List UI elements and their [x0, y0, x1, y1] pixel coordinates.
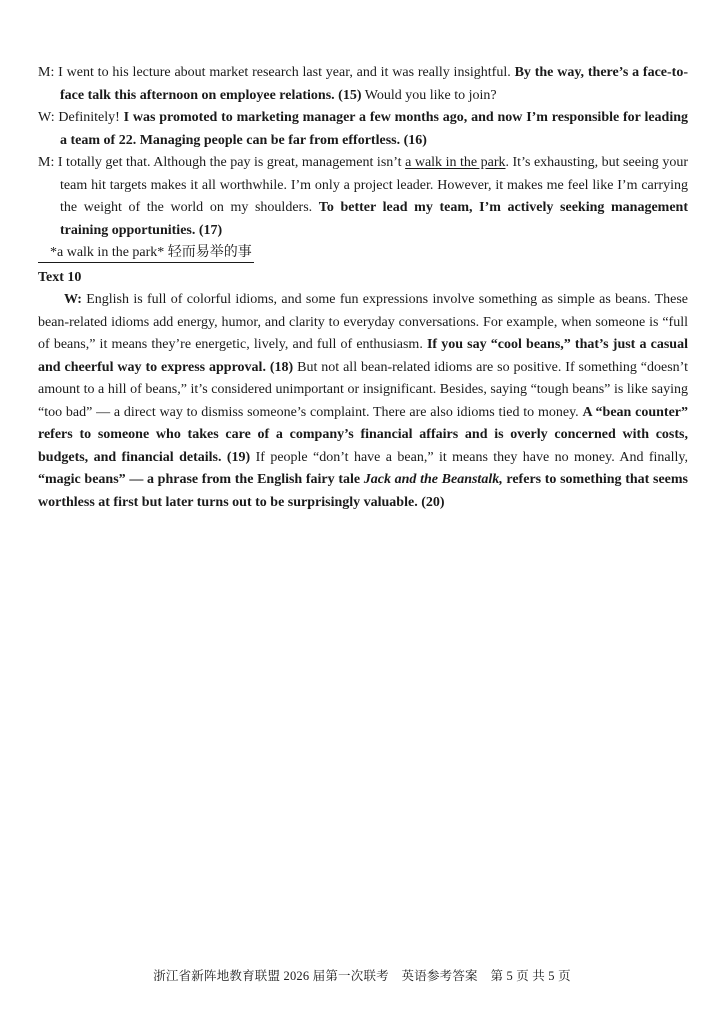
answer-highlight-16: I was promoted to marketing manager a few months ago, and now I’m responsible for leading a team of 22. Managing people can be far from effortless. (16) [60, 110, 689, 148]
dialogue-text: I went to his lecture about market research last year, and it was really insightful. [54, 65, 515, 80]
underlined-idiom: a walk in the park [405, 155, 506, 170]
monologue-text: If people “don’t have a bean,” it means they have no money. And finally, [250, 449, 688, 465]
monologue-text: English is full of colorful idioms, and some fun expressions involve something as simple as beans. These bean-related idioms add energy, humor, and clarity to everyday conversations. For example, when someone is “full of beans,” it means they’re energetic, lively, and full of enthusiasm. [38, 292, 688, 352]
book-title: Jack and the Beanstalk, [363, 472, 503, 487]
monologue-text: But not all bean-related idioms are so positive. If something “doesn’t amount to a hill of beans,” it’s considered unimportant or insignificant. Besides, saying “tough beans” is like saying “too bad” — a direct way to dismiss someone’s complaint. There are also idioms tied to money. [38, 359, 688, 420]
answer-highlight-20b: refers to something that seems worthless at first but later turns out to be surprisingly valuable. (20) [38, 472, 688, 510]
speaker-label: W: [64, 292, 82, 307]
dialogue-line-m2 [38, 152, 688, 242]
dialogue-text: Would you like to join? [361, 87, 497, 103]
answer-highlight-20a: “magic beans” — a phrase from the English fairy tale [38, 472, 364, 487]
transcript-content [38, 62, 688, 514]
idiom-gloss-note: *a walk in the park* 轻而易举的事 [38, 243, 254, 263]
dialogue-text: I totally get that. Although the pay is great, management isn’t [54, 155, 406, 170]
monologue-paragraph [38, 289, 688, 514]
speaker-label: M: [38, 65, 55, 80]
answer-highlight-19: A “bean counter” refers to someone who takes care of a company’s financial affairs and is overly concerned with costs, budgets, and financial details. (19) [38, 404, 688, 465]
section-heading-text-10: Text 10 [38, 269, 82, 285]
dialogue-line-w1 [38, 107, 688, 152]
speaker-label: W: [38, 110, 55, 125]
answer-highlight-18: If you say “cool beans,” that’s just a casual and cheerful way to express approval. (18) [38, 337, 688, 375]
speaker-label: M: [38, 155, 55, 170]
dialogue-line-m1 [38, 62, 688, 107]
dialogue-text: . It’s exhausting, but seeing your team hit targets makes it all worthwhile. I’m only a project leader. However, it makes me feel like I’m carrying the weight of the world on my shoulders. [60, 155, 688, 215]
answer-highlight-15: By the way, there’s a face-to-face talk this afternoon on employee relations. (15) [60, 65, 689, 103]
page-footer: 浙江省新阵地教育联盟 2026 届第一次联考 英语参考答案 第 5 页 共 5 页 [153, 969, 571, 983]
answer-highlight-17: To better lead my team, I’m actively seeking management training opportunities. (17) [60, 200, 689, 238]
dialogue-text: Definitely! [54, 110, 124, 125]
